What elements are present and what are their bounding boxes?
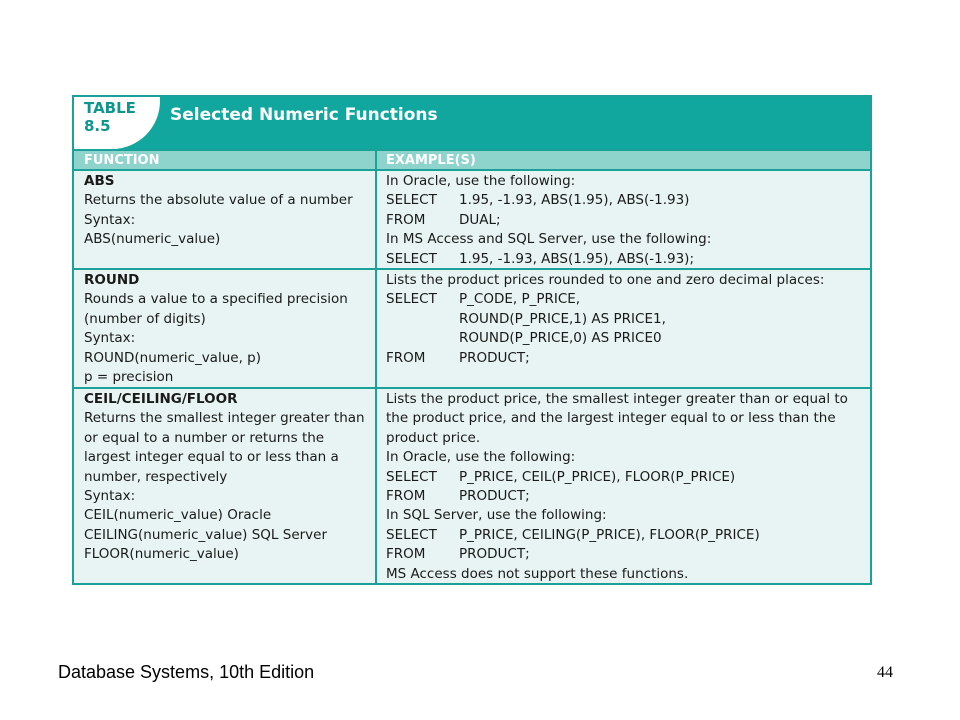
column-divider — [375, 149, 377, 585]
function-description-line: Rounds a value to a specified precision — [84, 291, 348, 308]
function-name: CEIL/CEILING/FLOOR — [84, 391, 238, 407]
function-name: ROUND — [84, 272, 140, 288]
table-number-label: TABLE 8.5 — [84, 99, 136, 135]
example-line: MS Access does not support these functions. — [386, 565, 689, 582]
example-line: SELECT 1.95, -1.93, ABS(1.95), ABS(-1.93) — [386, 191, 866, 210]
footer-book-title: Database Systems, 10th Edition — [58, 662, 315, 682]
function-description-line: Syntax: — [84, 330, 136, 347]
table-header-row — [74, 149, 870, 171]
round-function-cell — [84, 271, 372, 387]
ceil-floor-examples-cell — [386, 390, 866, 584]
example-line: In MS Access and SQL Server, use the following: — [386, 231, 712, 248]
example-line: SELECT P_PRICE, CEILING(P_PRICE), FLOOR(P_PRICE) — [386, 526, 866, 545]
table-title: Selected Numeric Functions — [170, 105, 438, 125]
function-description-line: number, respectively — [84, 468, 228, 485]
sql-keyword: SELECT — [386, 192, 437, 209]
example-line: Lists the product prices rounded to one and zero decimal places: — [386, 272, 825, 288]
example-line: SELECT P_CODE, P_PRICE, — [386, 290, 866, 309]
function-description-line: CEIL(numeric_value) Oracle — [84, 507, 272, 524]
table-title-band — [74, 97, 870, 149]
sql-keyword: FROM — [386, 546, 426, 563]
function-description-line: (number of digits) — [84, 310, 206, 327]
function-description-line: Returns the absolute value of a number — [84, 192, 353, 209]
function-description-line: or equal to a number or returns the — [84, 429, 325, 446]
example-line: FROM PRODUCT; — [386, 487, 866, 506]
example-line: FROM PRODUCT; — [386, 545, 866, 564]
abs-function-cell — [84, 172, 372, 250]
header-function: FUNCTION — [84, 153, 160, 168]
function-description-line: Syntax: — [84, 487, 136, 504]
sql-keyword: FROM — [386, 349, 426, 366]
sql-keyword: FROM — [386, 487, 426, 504]
function-description-line: Returns the smallest integer greater than — [84, 410, 365, 427]
function-description-line: ROUND(numeric_value, p) — [84, 349, 261, 366]
numeric-functions-table — [72, 95, 872, 585]
example-line: FROM PRODUCT; — [386, 349, 866, 368]
example-line: In Oracle, use the following: — [386, 449, 576, 466]
header-examples: EXAMPLE(S) — [386, 153, 476, 168]
function-description-line: CEILING(numeric_value) SQL Server — [84, 526, 328, 543]
function-description-line: largest integer equal to or less than a — [84, 449, 339, 466]
example-line: Lists the product price, the smallest integer greater than or equal to — [386, 391, 848, 407]
example-line: the product price, and the largest integer equal to or less than the — [386, 410, 836, 427]
example-line: SELECT 1.95, -1.93, ABS(1.95), ABS(-1.93); — [386, 250, 866, 269]
abs-examples-cell — [386, 172, 866, 269]
function-description-line: p = precision — [84, 368, 174, 385]
function-name: ABS — [84, 173, 115, 189]
table-label-tab — [74, 97, 160, 149]
sql-keyword: FROM — [386, 211, 426, 228]
sql-keyword: SELECT — [386, 291, 437, 308]
function-description-line: FLOOR(numeric_value) — [84, 546, 239, 563]
example-line: ROUND(P_PRICE,0) AS PRICE0 — [459, 330, 662, 347]
example-line: FROM DUAL; — [386, 211, 866, 230]
function-description-line: Syntax: — [84, 211, 136, 228]
sql-keyword: SELECT — [386, 250, 437, 267]
sql-keyword: SELECT — [386, 526, 437, 543]
example-line: In SQL Server, use the following: — [386, 507, 607, 524]
function-description-line: ABS(numeric_value) — [84, 231, 221, 248]
example-line: ROUND(P_PRICE,1) AS PRICE1, — [459, 310, 666, 327]
round-examples-cell — [386, 271, 866, 368]
example-line: SELECT P_PRICE, CEIL(P_PRICE), FLOOR(P_PRICE) — [386, 468, 866, 487]
page-number: 44 — [877, 664, 893, 681]
sql-keyword: SELECT — [386, 468, 437, 485]
ceil-floor-function-cell — [84, 390, 372, 565]
example-line: In Oracle, use the following: — [386, 173, 576, 189]
example-line: product price. — [386, 429, 481, 446]
